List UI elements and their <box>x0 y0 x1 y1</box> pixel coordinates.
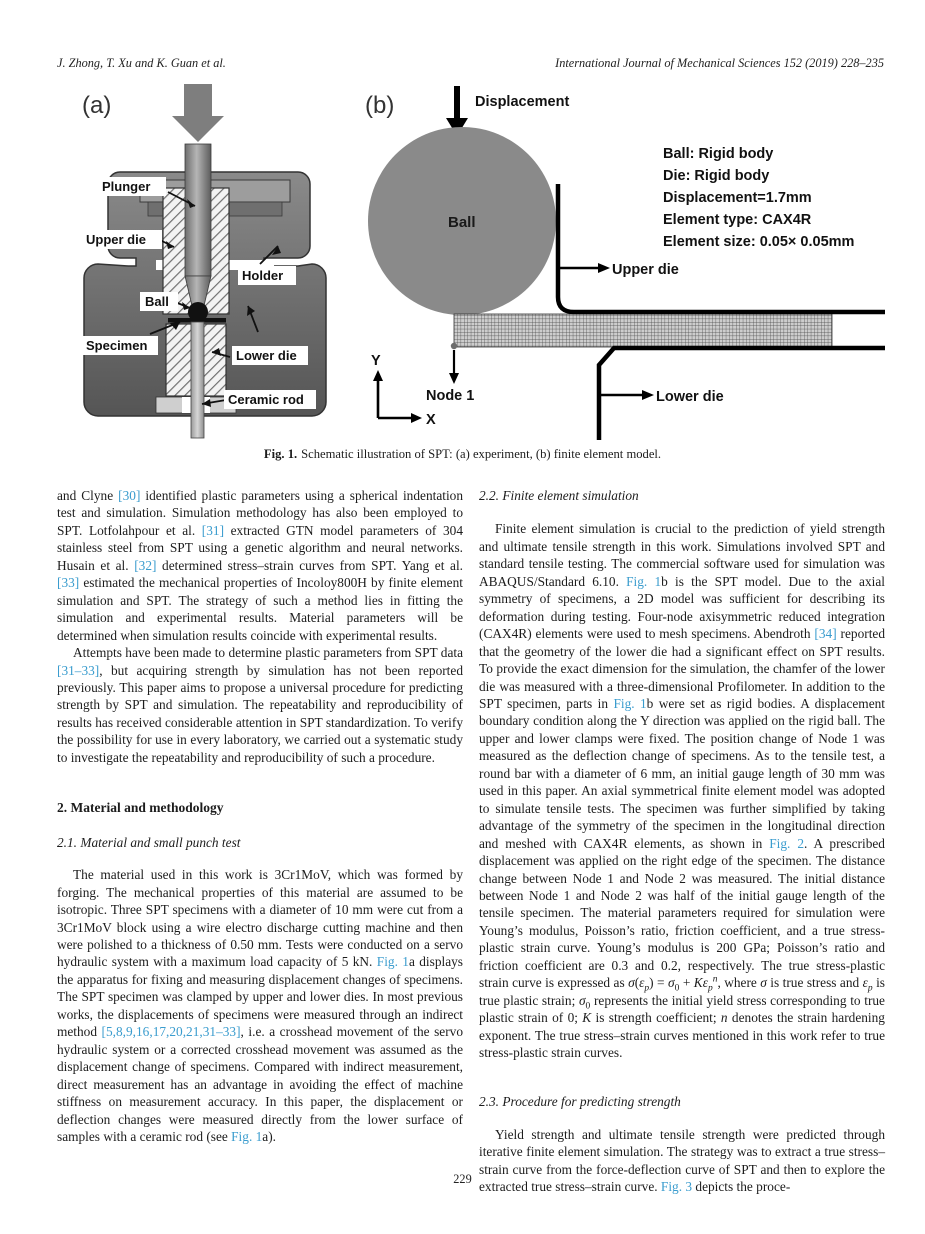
label-ball-b: Ball <box>448 214 476 231</box>
spacer <box>57 817 463 834</box>
spacer <box>479 1110 885 1126</box>
label-node1: Node 1 <box>426 388 475 404</box>
label-axis-y: Y <box>371 353 381 369</box>
header-authors: J. Zhong, T. Xu and K. Guan et al. <box>57 56 226 70</box>
page-header <box>57 56 884 71</box>
figure-caption-text: Schematic illustration of SPT: (a) experiment, (b) finite element model. <box>301 447 662 461</box>
node1-callout <box>426 343 474 404</box>
citation-link[interactable]: [5,8,9,16,17,20,21,31–33] <box>101 1024 241 1040</box>
section-heading-2-2: 2.2. Finite element simulation <box>479 488 639 503</box>
label-lower-die: Lower die <box>236 348 297 363</box>
citation-link[interactable]: Fig. 2 <box>769 835 804 851</box>
citation-link[interactable]: Fig. 1 <box>613 695 647 711</box>
ann-element-type: Element type: CAX4R <box>663 212 812 228</box>
header-journal: International Journal of Mechanical Sciences 152 (2019) 228–235 <box>555 56 884 70</box>
meshed-specimen <box>454 314 832 347</box>
citation-link[interactable]: Fig. 1 <box>376 954 409 970</box>
section-heading-2: 2. Material and methodology <box>57 800 224 816</box>
citation-link[interactable]: [33] <box>57 575 80 591</box>
panel-a-label: (a) <box>82 92 112 119</box>
spacer <box>479 504 885 520</box>
ann-die-rigid: Die: Rigid body <box>663 168 770 184</box>
label-plunger: Plunger <box>102 179 151 194</box>
figure-caption-label: Fig. 1. <box>263 447 298 461</box>
label-ball-a: Ball <box>145 294 169 309</box>
citation-link[interactable]: Fig. 1 <box>626 573 662 589</box>
paragraph: The material used in this work is 3Cr1MoV, which was formed by forging. The mechanical properties of this material are assumed to be isotropic. Three SPT specimens with a diameter of 10 mm were cut from a 3Cr1MoV block using a wire electro discharge cutting machine and then were polished to a thickness of 0.50 mm. Tests were conducted on a servo hydraulic system with a maximum load capacity of 5 kN. Fig. 1a displays the apparatus for fixing and measuring displacement changes of specimens. The SPT specimen was clamped by upper and lower dies. In most previous works, the displacements of specimens were measured through an indirect method [5,8,9,16,17,20,21,31–33], i.e. a crosshead movement of the servo hydraulic system or a corrected crosshead movement was assumed as the displacement change of specimens. Compared with indirect measurement, direct measurement has an advantage in avoiding the effect of machine stiffness on measurement accuracy. In this paper, the displacement or deflection changes were measured directly from the lower surface of samples with a ceramic rod (see Fig. 1a). <box>57 867 463 1144</box>
left-column <box>57 487 463 1145</box>
citation-link[interactable]: [34] <box>814 626 837 642</box>
spacer <box>479 1062 885 1093</box>
plunger-rod <box>185 144 211 310</box>
citation-link[interactable]: [31–33] <box>57 662 100 678</box>
spacer <box>57 766 463 799</box>
section-heading-2-1: 2.1. Material and small punch test <box>57 834 241 850</box>
label-axis-x: X <box>426 412 436 428</box>
paragraph: and Clyne [30] identified plastic parameters using a spherical indentation test and simulation. Simulation methodology has also been employed to SPT. Lotfolahpour et al. [31] extracted GTN model parameters of 304 stainless steel from SPT using a genetic algorithm and neural networks. Husain et al. [32] determined stress–strain curves from SPT. Yang et al. [33] estimated the mechanical properties of Incoloy800H by finite element simulation and SPT. The strategy of such a method lies in fitting the simulation and experimental results. Material parameters will be determined when simulation results coincide with experimental results. <box>57 488 464 643</box>
citation-link[interactable]: [32] <box>134 557 157 573</box>
right-column <box>479 487 885 1196</box>
section-heading-2-3: 2.3. Procedure for predicting strength <box>479 1093 681 1109</box>
ann-ball-rigid: Ball: Rigid body <box>663 146 774 162</box>
label-holder: Holder <box>242 268 284 283</box>
label-upper-die-b: Upper die <box>612 262 679 278</box>
label-displacement: Displacement <box>475 94 570 110</box>
panel-a-schematic <box>60 84 370 440</box>
figure-caption <box>0 447 925 462</box>
spacer <box>57 851 463 866</box>
label-ceramic-rod: Ceramic rod <box>228 392 304 407</box>
page-number: 229 <box>453 1172 472 1186</box>
label-upper-die: Upper die <box>86 232 146 247</box>
load-arrow-icon <box>172 84 224 142</box>
figure-1 <box>57 84 885 444</box>
ceramic-rod-shape <box>191 322 204 438</box>
paragraph: Yield strength and ultimate tensile strength were predicted through iterative finite element simulation. The strategy was to extract a true stress–strain curve from the force-deflection curve of SPT and then to explore the extracted true stress–strain curve. Fig. 3 depicts the proce- <box>479 1126 885 1195</box>
citation-link[interactable]: Fig. 3 <box>660 1179 693 1195</box>
ann-element-size: Element size: 0.05× 0.05mm <box>663 234 855 250</box>
paragraph: Finite element simulation is crucial to the prediction of yield strength and ultimate tensile strength in this work. Simulations involved SPT and standard tensile testing. The commercial software used for simulation was ABAQUS/Standard 6.10. Fig. 1b is the SPT model. Due to the axial symmetry of specimens, a 2D model was sufficient for describing its deformation during testing. Four-node axisymmetric reduced integration (CAX4R) elements were used to mesh specimens. Abendroth [34] reported that the geometry of the lower die had a significant effect on SPT results. To provide the exact dimension for the simulation, the chamfer of the lower die was measured with a three-dimensional Profilometer. In addition to the SPT specimen, parts in Fig. 1b were set as rigid bodies. A displacement boundary condition along the Y direction was applied on the rigid ball. The upper and lower clamps were fixed. The position change of Node 1 was measured as the deflection change of specimens. As to the tensile test, a round bar with a diameter of 6 mm, an initial gauge length of 30 mm was used in this paper. An axial symmetrical finite element model was adopted to simulate tensile tests. The specimen was further simplified by taking advantage of the symmetry of the specimen in the longitudinal direction and meshed with CAX4R elements, as shown in Fig. 2. A prescribed displacement was applied on the right edge of the specimen. The distance change between Node 1 and Node 2 was measured. The initial distance between Node 1 and Node 2 was half of the initial gauge length of the tensile specimen. The material parameters required for simulation were Young’s modulus, Poisson’s ratio, friction coefficient, and a true stress-plastic strain curve. Young’s modulus is 200 GPa; Poisson’s ratio and friction coefficient are 0.3 and 0.2, respectively. The true stress-plastic strain curve is expressed as $\sigma(\varepsilon_p) = \sigma_0 + K\varepsilon_p^n$, where σ is true stress and $\varepsilon_p$ is true plastic strain; $\sigma_0$ represents the initial yield stress corresponding to true plastic strain of 0; K is strength coefficient; n denotes the strain hardening exponent. The true stress–strain curves mentioned in this work refer to true stress-plastic strain curves. <box>479 521 885 1061</box>
fem-annotations <box>663 146 854 250</box>
citation-link[interactable]: [30] <box>118 488 141 503</box>
lower-die-callout <box>601 389 724 405</box>
panel-b-fem <box>362 84 885 440</box>
label-lower-die-b: Lower die <box>656 389 724 405</box>
citation-link[interactable]: [31] <box>201 522 225 538</box>
ann-displacement: Displacement=1.7mm <box>663 190 812 206</box>
panel-b-label: (b) <box>365 92 395 119</box>
upper-die-callout <box>560 262 679 278</box>
label-specimen: Specimen <box>86 338 148 353</box>
citation-link[interactable]: Fig. 1 <box>231 1128 263 1144</box>
paragraph: Attempts have been made to determine plastic parameters from SPT data [31–33], but acquiring strength by simulation has not been reported previously. This paper aims to propose a universal procedure for predicting strength by SPT and simulation. The repeatability and reproducibility of results has received considerable attention in SPT standardization. To verify the possibility for use in every laboratory, we carried out a systematic study to investigate the repeatability and reproducibility of such a procedure. <box>57 645 463 765</box>
